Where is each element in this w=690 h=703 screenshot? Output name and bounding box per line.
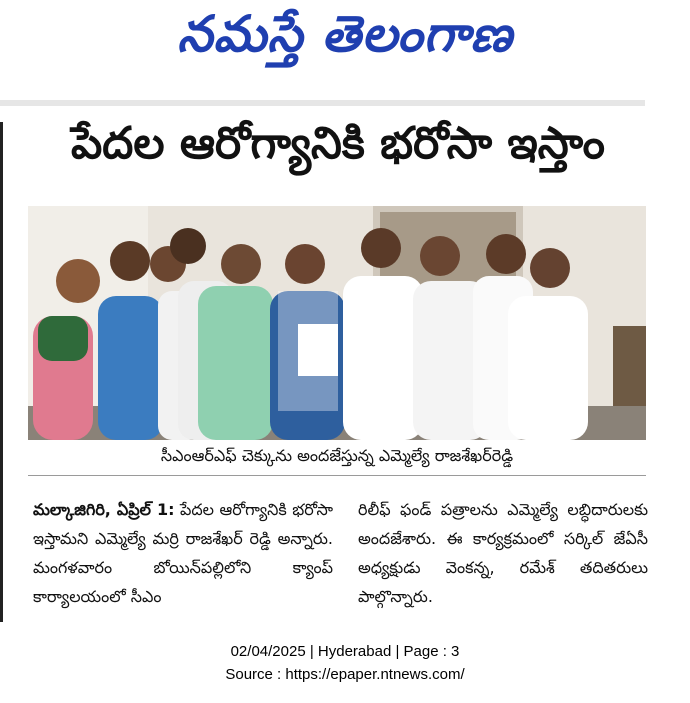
footer-source[interactable]: Source : https://epaper.ntnews.com/ [225, 666, 465, 683]
masthead-logo: నమస్తే తెలంగాణ [177, 4, 513, 63]
news-photo [28, 206, 646, 440]
article-text-right: రిలీఫ్ ఫండ్ పత్రాలను ఎమ్మెల్యే లబ్ధిదారులకు అందజేశారు. ఈ కార్యక్రమంలో సర్కిల్ జేఏసీ అధ్యక్షుడు వెంకన్న, రమేశ్ తదితరులు పాల్గొన్నారు. [358, 500, 648, 606]
masthead-divider [0, 100, 645, 106]
footer-dateline: 02/04/2025 | Hyderabad | Page : 3 [230, 643, 460, 660]
article-body-left [33, 495, 333, 611]
masthead [0, 0, 690, 78]
photo-caption: సీఎంఆర్ఎఫ్ చెక్కును అందజేస్తున్న ఎమ్మెల్యే రాజశేఖర్‌రెడ్డి [28, 446, 646, 476]
article-headline: పేదల ఆరోగ్యానికి భరోసా ఇస్తాం [71, 118, 605, 169]
page-footer [0, 640, 690, 686]
article-text-left: పేదల ఆరోగ్యానికి భరోసా ఇస్తామని ఎమ్మెల్యే మర్రి రాజశేఖర్ రెడ్డి అన్నారు. మంగళవారం బోయిన్‌పల్లిలోని క్యాంప్ కార్యాలయంలో సీఎం [33, 500, 333, 606]
article-body-right [358, 495, 648, 611]
column-rule [0, 122, 3, 622]
article-dateline: మల్కాజిగిరి, ఏప్రిల్ 1: [33, 500, 175, 519]
